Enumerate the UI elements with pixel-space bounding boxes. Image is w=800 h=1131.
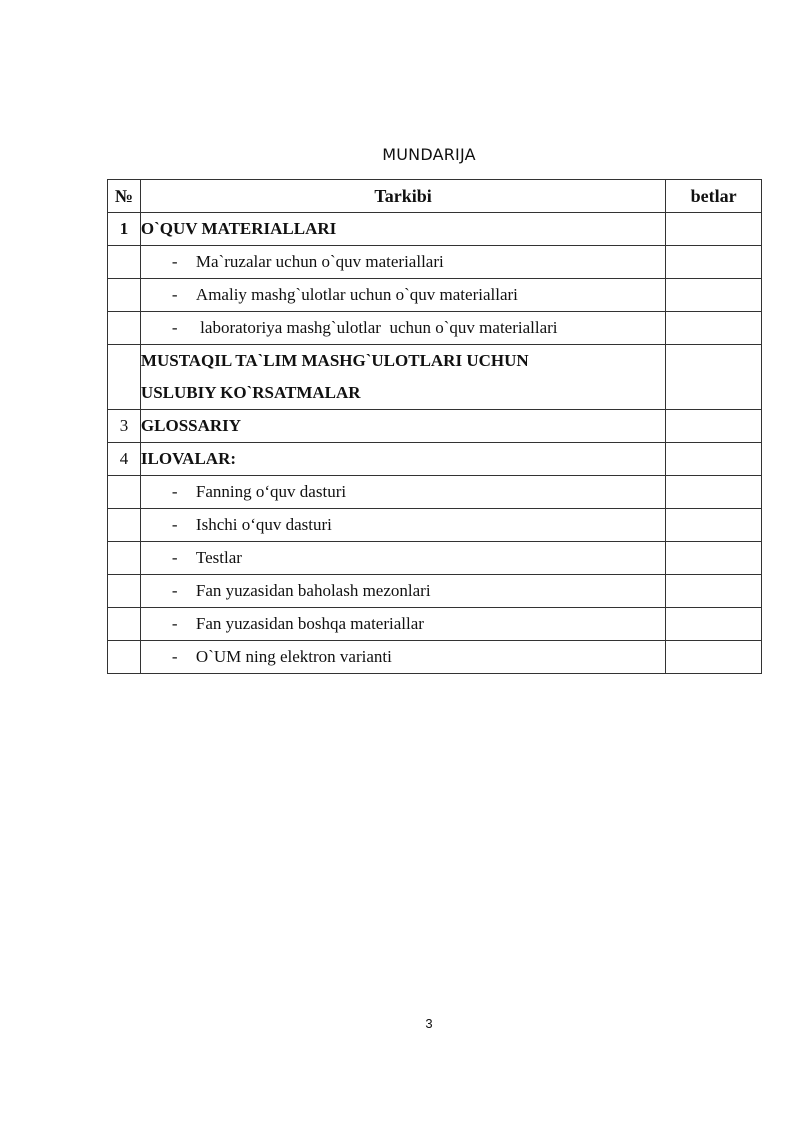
table-row: [108, 246, 762, 279]
row-pages: [666, 410, 762, 443]
row-number: [108, 345, 141, 410]
table-row: [108, 213, 762, 246]
item-label: laboratoriya mashg`ulotlar uchun o`quv materiallari: [195, 318, 558, 337]
bullet-dash: -: [171, 318, 178, 337]
header-pages: betlar: [666, 180, 762, 213]
item-label: Fan yuzasidan baholash mezonlari: [195, 581, 431, 600]
row-pages: [666, 279, 762, 312]
table-row: [108, 443, 762, 476]
row-pages: [666, 509, 762, 542]
header-number: №: [108, 180, 141, 213]
row-number: 3: [108, 410, 141, 443]
document-title: MUNDARIJA: [382, 145, 476, 164]
bullet-dash: -: [171, 515, 178, 534]
row-pages: [666, 641, 762, 674]
section-title: O`QUV MATERIALLARI: [140, 213, 665, 246]
row-pages: [666, 608, 762, 641]
item-label: Fan yuzasidan boshqa materiallar: [195, 614, 424, 633]
list-item: [140, 575, 665, 608]
table-row: [108, 509, 762, 542]
table-row: [108, 476, 762, 509]
bullet-dash: -: [171, 647, 178, 666]
section-title: ILOVALAR:: [140, 443, 665, 476]
page-number: 3: [425, 1016, 433, 1031]
item-label: Ma`ruzalar uchun o`quv materiallari: [195, 252, 444, 271]
row-number: [108, 542, 141, 575]
row-pages: [666, 312, 762, 345]
item-label: Amaliy mashg`ulotlar uchun o`quv materiallari: [195, 285, 518, 304]
list-item: [140, 542, 665, 575]
list-item: [140, 312, 665, 345]
table-row: [108, 345, 762, 410]
section-title: GLOSSARIY: [140, 410, 665, 443]
table-row: [108, 575, 762, 608]
table-row: [108, 608, 762, 641]
table-row: [108, 641, 762, 674]
row-number: [108, 476, 141, 509]
row-number: [108, 279, 141, 312]
list-item: [140, 641, 665, 674]
table-row: [108, 279, 762, 312]
list-item: [140, 509, 665, 542]
section-title: MUSTAQIL TA`LIM MASHG`ULOTLARI UCHUN USLUBIY KO`RSATMALAR: [140, 345, 665, 410]
table-row: [108, 410, 762, 443]
row-pages: [666, 542, 762, 575]
item-label: Fanning o‘quv dasturi: [195, 482, 347, 501]
row-number: [108, 246, 141, 279]
row-number: 1: [108, 213, 141, 246]
item-label: Ishchi o‘quv dasturi: [195, 515, 332, 534]
bullet-dash: -: [171, 285, 178, 304]
list-item: [140, 279, 665, 312]
row-pages: [666, 213, 762, 246]
row-number: [108, 641, 141, 674]
bullet-dash: -: [171, 614, 178, 633]
row-pages: [666, 476, 762, 509]
header-content: Tarkibi: [140, 180, 665, 213]
row-number: [108, 575, 141, 608]
table-of-contents: [107, 179, 762, 674]
bullet-dash: -: [171, 252, 178, 271]
item-label: O`UM ning elektron varianti: [195, 647, 392, 666]
row-number: [108, 509, 141, 542]
row-number: [108, 608, 141, 641]
row-pages: [666, 443, 762, 476]
list-item: [140, 246, 665, 279]
table-header-row: [108, 180, 762, 213]
bullet-dash: -: [171, 581, 178, 600]
row-pages: [666, 575, 762, 608]
bullet-dash: -: [171, 482, 178, 501]
row-pages: [666, 345, 762, 410]
item-label: Testlar: [195, 548, 242, 567]
table-row: [108, 312, 762, 345]
row-number: 4: [108, 443, 141, 476]
list-item: [140, 476, 665, 509]
list-item: [140, 608, 665, 641]
row-pages: [666, 246, 762, 279]
row-number: [108, 312, 141, 345]
table-row: [108, 542, 762, 575]
bullet-dash: -: [171, 548, 178, 567]
